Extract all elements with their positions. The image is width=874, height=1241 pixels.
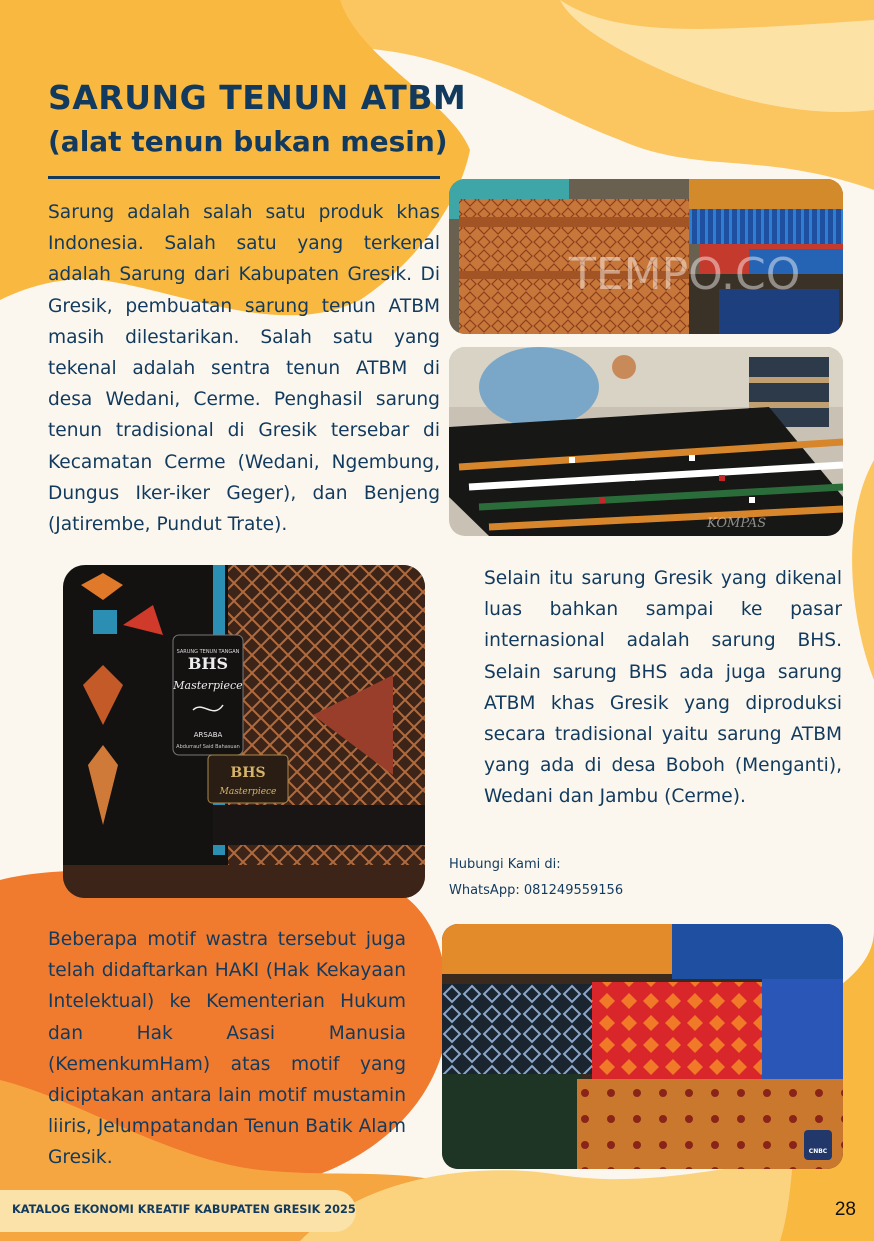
page-subtitle: (alat tenun bukan mesin) — [48, 125, 448, 158]
label-name-text: Abdurrauf Said Bahasuan — [176, 744, 240, 750]
colorful-sarongs-photo — [442, 924, 843, 1169]
contact-block — [449, 852, 623, 904]
label-brand-tag: BHS — [230, 765, 266, 781]
sarong-stack-photo — [449, 179, 843, 334]
page-number: 28 — [834, 1199, 856, 1220]
page-title: SARUNG TENUN ATBM — [48, 78, 467, 117]
kompas-watermark: KOMPAS — [707, 516, 767, 531]
bhs-paragraph: Selain itu sarung Gresik yang dikenal luas bahkan sampai ke pasar internasional adalah sarung BHS. Selain sarung BHS ada juga sarung ATBM khas Gresik yang diproduksi secara tradisional yaitu sarung ATBM yang ada di desa Boboh (Menganti), Wedani dan Jambu (Cerme). — [484, 568, 842, 808]
label-script-text: Masterpiece — [173, 679, 243, 692]
catalog-footer: KATALOG EKONOMI KREATIF KABUPATEN GRESIK 2025 — [12, 1203, 356, 1216]
tempo-watermark: TEMPO.CO — [569, 249, 801, 300]
whatsapp-number: WhatsApp: 081249559156 — [449, 883, 624, 898]
cnbc-watermark: CNBC — [808, 1148, 828, 1155]
intro-paragraph: Sarung adalah salah satu produk khas Indonesia. Salah satu yang terkenal adalah Sarung dari Kabupaten Gresik. Di Gresik, pembuatan sarung tenun ATBM masih dilestarikan. Salah satu yang tekenal adalah sentra tenun ATBM di desa Wedani, Cerme. Penghasil sarung tenun tradisional di Gresik tersebar di Kecamatan Cerme (Wedani, Ngembung, Dungus Iker-iker Geger), dan Benjeng (Jatirembe, Pundut Trate). — [48, 202, 440, 536]
label-small-text: SARUNG TENUN TANGAN — [176, 649, 240, 655]
haki-paragraph: Beberapa motif wastra tersebut juga telah didaftarkan HAKI (Hak Kekayaan Intelektual) ke Kementerian Hukum dan Hak Asasi Manusia (KemenkumHam) atas motif yang diciptakan antara lain motif mustamin liiris, Jelumpatandan Tenun Batik Alam Gresik. — [48, 929, 406, 1169]
contact-label: Hubungi Kami di: — [449, 857, 561, 872]
label-arsaba-text: ARSABA — [193, 731, 223, 739]
title-divider — [48, 176, 440, 179]
bhs-sarong-photo — [63, 565, 425, 898]
weaver-loom-photo — [449, 347, 843, 536]
label-brand-text: BHS — [187, 654, 229, 673]
label-script-tag: Masterpiece — [219, 787, 277, 797]
